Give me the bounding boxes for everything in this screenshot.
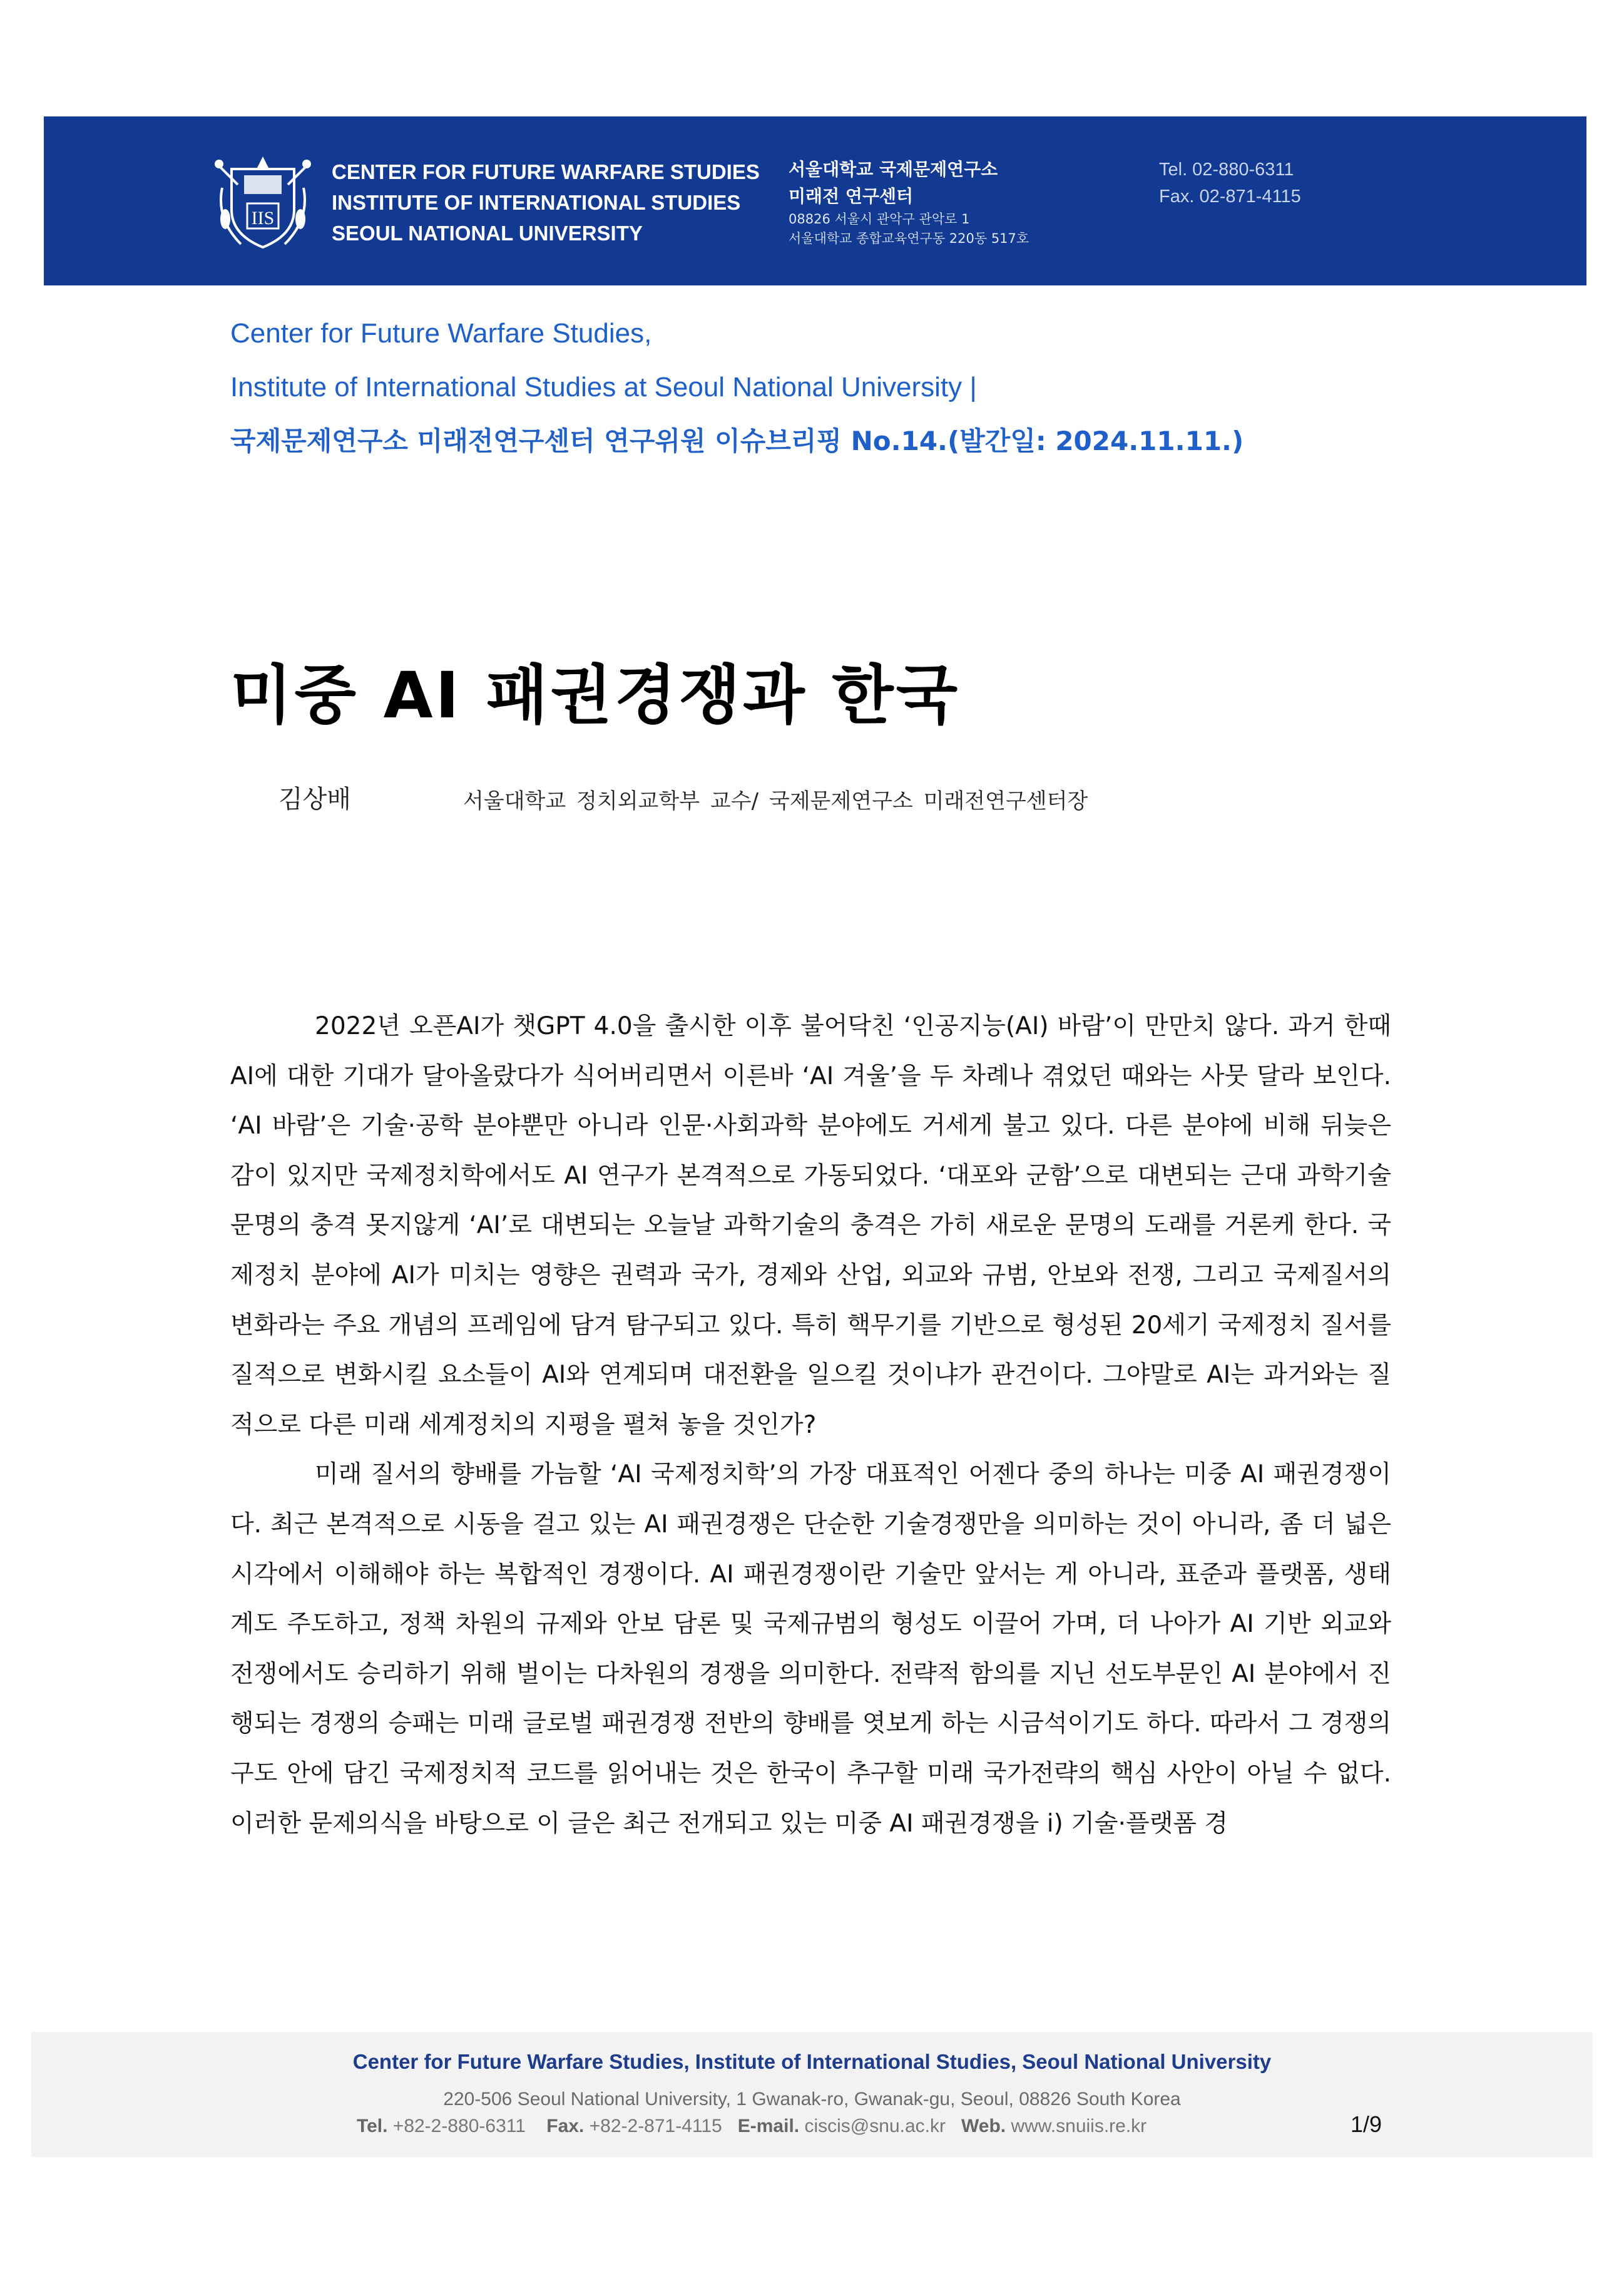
header-en-line: CENTER FOR FUTURE WARFARE STUDIES xyxy=(332,160,760,183)
footer-address: 220-506 Seoul National University, 1 Gwanak-ro, Gwanak-gu, Seoul, 08826 South Korea xyxy=(443,2089,1181,2109)
footer-web-link[interactable]: www.snuiis.re.kr xyxy=(1011,2116,1147,2136)
footer-fax-label: Fax. xyxy=(546,2116,585,2136)
brief-line-2: Institute of International Studies at Seoul National University | xyxy=(230,372,977,402)
brief-line-1: Center for Future Warfare Studies, xyxy=(230,318,652,349)
footer-contact xyxy=(357,2116,1147,2137)
iis-logo-icon xyxy=(207,150,319,257)
header-en-line: SEOUL NATIONAL UNIVERSITY xyxy=(332,222,643,245)
footer-web-label: Web. xyxy=(961,2116,1006,2136)
footer-tel: +82-2-880-6311 xyxy=(392,2116,526,2136)
footer-email-label: E-mail. xyxy=(737,2116,800,2136)
header-ko-building: 서울대학교 종합교육연구동 220동 517호 xyxy=(789,231,1029,246)
header-tel: Tel. 02-880-6311 xyxy=(1159,160,1294,180)
page-number: 1/9 xyxy=(1351,2111,1382,2137)
header-contact xyxy=(1159,156,1301,210)
author-affiliation: 서울대학교 정치외교학부 교수/ 국제문제연구소 미래전연구센터장 xyxy=(463,789,1088,814)
footer-title: Center for Future Warfare Studies, Institute of International Studies, Seoul National University xyxy=(352,2050,1272,2073)
header-ko-address: 08826 서울시 관악구 관악로 1 xyxy=(789,212,970,227)
page-title: 미중 AI 패권경쟁과 한국 xyxy=(230,659,961,733)
header-fax: Fax. 02-871-4115 xyxy=(1159,187,1301,207)
footer-fax: +82-2-871-4115 xyxy=(589,2116,722,2136)
body-text xyxy=(230,1002,1391,1848)
header-ko-org: 서울대학교 국제문제연구소 xyxy=(789,159,998,180)
footer-tel-label: Tel. xyxy=(357,2116,388,2136)
header-english xyxy=(332,156,760,249)
header-ko-center: 미래전 연구센터 xyxy=(789,186,914,207)
brief-line-3: 국제문제연구소 미래전연구센터 연구위원 이슈브리핑 No.14.(발간일: 2024.11.11.) xyxy=(230,426,1244,456)
footer-email-link[interactable]: ciscis@snu.ac.kr xyxy=(804,2116,946,2136)
brief-heading xyxy=(230,307,1244,468)
author-name: 김상배 xyxy=(278,785,351,814)
header-korean xyxy=(789,156,1029,249)
paragraph: 2022년 오픈AI가 챗GPT 4.0을 출시한 이후 불어닥친 ‘인공지능(AI) 바람’이 만만치 않다. 과거 한때 AI에 대한 기대가 달아올랐다가 식어버리면서 이른바 ‘AI 겨울’을 두 차례나 겪었던 때와는 사뭇 달라 보인다. ‘AI 바람’은 기술·공학 분야뿐만 아니라 인문·사회과학 분야에도 거세게 불고 있다. 다른 분야에 비해 뒤늦은 감이 있지만 국제정치학에서도 AI 연구가 본격적으로 가동되었다. ‘대포와 군함’으로 대변되는 근대 과학기술 문명의 충격 못지않게 ‘AI’로 대변되는 오늘날 과학기술의 충격은 가히 새로운 문명의 도래를 거론케 한다. 국제정치 분야에 AI가 미치는 영향은 권력과 국가, 경제와 산업, 외교와 규범, 안보와 전쟁, 그리고 국제질서의 변화라는 주요 개념의 프레임에 담겨 탐구되고 있다. 특히 핵무기를 기반으로 형성된 20세기 국제정치 질서를 질적으로 변화시킬 요소들이 AI와 연계되며 대전환을 일으킬 것이냐가 관건이다. 그야말로 AI는 과거와는 질적으로 다른 미래 세계정치의 지평을 펼쳐 놓을 것인가? xyxy=(230,1012,1391,1439)
logo-text: IIS xyxy=(251,208,275,228)
header-en-line: INSTITUTE OF INTERNATIONAL STUDIES xyxy=(332,191,741,214)
paragraph: 미래 질서의 향배를 가늠할 ‘AI 국제정치학’의 가장 대표적인 어젠다 중의 하나는 미중 AI 패권경쟁이다. 최근 본격적으로 시동을 걸고 있는 AI 패권경쟁은 단순한 기술경쟁만을 의미하는 것이 아니라, 좀 더 넓은 시각에서 이해해야 하는 복합적인 경쟁이다. AI 패권경쟁이란 기술만 앞서는 게 아니라, 표준과 플랫폼, 생태계도 주도하고, 정책 차원의 규제와 안보 담론 및 국제규범의 형성도 이끌어 가며, 더 나아가 AI 기반 외교와 전쟁에서도 승리하기 위해 벌이는 다차원의 경쟁을 의미한다. 전략적 함의를 지닌 선도부문인 AI 분야에서 진행되는 경쟁의 승패는 미래 글로벌 패권경쟁 전반의 향배를 엿보게 하는 시금석이기도 하다. 따라서 그 경쟁의 구도 안에 담긴 국제정치적 코드를 읽어내는 것은 한국이 추구할 미래 국가전략의 핵심 사안이 아닐 수 없다. 이러한 문제의식을 바탕으로 이 글은 최근 전개되고 있는 미중 AI 패권경쟁을 i) 기술·플랫폼 경 xyxy=(230,1460,1391,1838)
